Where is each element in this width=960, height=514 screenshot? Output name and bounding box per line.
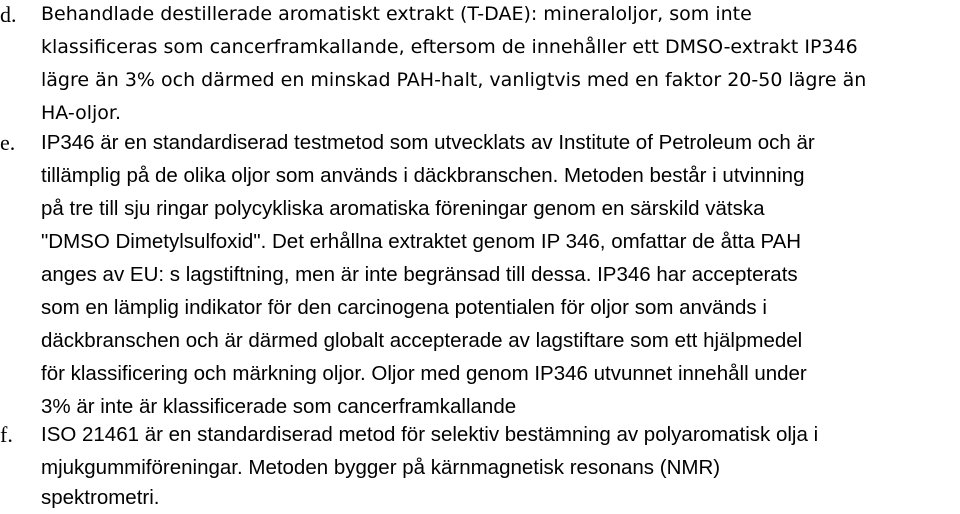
text-line: spektrometri. (41, 486, 160, 509)
text-line: Behandlade destillerade aromatiskt extrakt (T-DAE): mineraloljor, som inte (41, 3, 752, 25)
text-line: lägre än 3% och därmed en minskad PAH-halt, vanligtvis med en faktor 20-50 lägre än (41, 69, 867, 91)
text-line: anges av EU: s lagstiftning, men är inte begränsad till dessa. IP346 har accepterats (41, 263, 798, 286)
text-line: ISO 21461 är en standardiserad metod för selektiv bestämning av polyaromatisk olja i (41, 423, 819, 446)
text-line: som en lämplig indikator för den carcinogena potentialen för oljor som används i (41, 296, 767, 319)
text-line: tillämplig på de olika oljor som används i däckbranschen. Metoden består i utvinning (41, 164, 805, 187)
list-marker: e. (0, 130, 16, 155)
list-marker: f. (0, 422, 13, 447)
text-line: IP346 är en standardiserad testmetod som utvecklats av Institute of Petroleum och är (41, 131, 815, 154)
text-line: klassificeras som cancerframkallande, eftersom de innehåller ett DMSO-extrakt IP346 (41, 36, 858, 58)
text-line: däckbranschen och är därmed globalt accepterade av lagstiftare som ett hjälpmedel (41, 329, 803, 352)
text-line: på tre till sju ringar polycykliska aromatiska föreningar genom en särskild vätska (41, 197, 765, 220)
list-marker: d. (0, 2, 17, 27)
text-line: HA-oljor. (41, 102, 121, 124)
text-line: mjukgummiföreningar. Metoden bygger på kärnmagnetisk resonans (NMR) (41, 456, 721, 479)
text-line: 3% är inte är klassificerade som cancerframkallande (41, 395, 517, 418)
text-line: för klassificering och märkning oljor. Oljor med genom IP346 utvunnet innehåll under (41, 362, 807, 385)
text-line: "DMSO Dimetylsulfoxid". Det erhållna extraktet genom IP 346, omfattar de åtta PAH (41, 230, 802, 253)
